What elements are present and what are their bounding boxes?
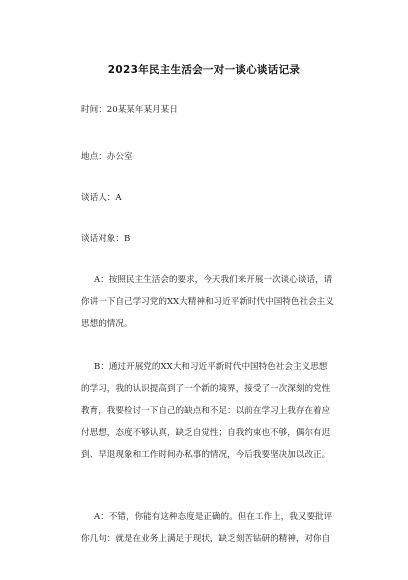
paragraph-a-question	[81, 269, 339, 335]
interviewer: 谈话人：A	[81, 193, 122, 203]
paragraph-line: 的学习，我的认识提高到了一个新的境界，接受了一次深刻的党性	[81, 384, 331, 394]
paragraph-line: 你几句：就是在业务上满足于现状，缺乏刻苦钻研的精神，对你自	[81, 534, 331, 544]
meeting-time: 时间：20某某年某月某日	[81, 105, 178, 115]
meeting-place: 地点：办公室	[81, 152, 133, 162]
paragraph-line: A：不错，你能有这种态度是正确的。但在工作上，我又要批评	[94, 512, 333, 522]
document-title: 2023年民主生活会一对一谈心谈话记录	[107, 64, 301, 76]
paragraph-line: 付思想，态度不够认真，缺乏自觉性；自我约束也不够，偶尔有迟	[81, 428, 331, 438]
paragraph-line: 到、早退现象和工作时间办私事的情况，今后我要坚决加以改正。	[81, 450, 331, 460]
paragraph-a-critique	[81, 506, 339, 550]
paragraph-line: B：通过开展党的XX大和习近平新时代中国特色社会主义思想	[94, 362, 328, 372]
paragraph-b-answer	[81, 356, 339, 466]
paragraph-line: 教育，我要检讨一下自己的缺点和不足：以前在学习上我存在着应	[81, 406, 331, 416]
paragraph-line: 你讲一下自己学习党的XX大精神和习近平新时代中国特色社会主义	[81, 297, 334, 307]
paragraph-line: A：按照民主生活会的要求，今天我们来开展一次谈心谈话，请	[94, 275, 333, 285]
paragraph-line: 思想的情况。	[81, 319, 133, 329]
interviewee: 谈话对象：B	[81, 234, 131, 244]
